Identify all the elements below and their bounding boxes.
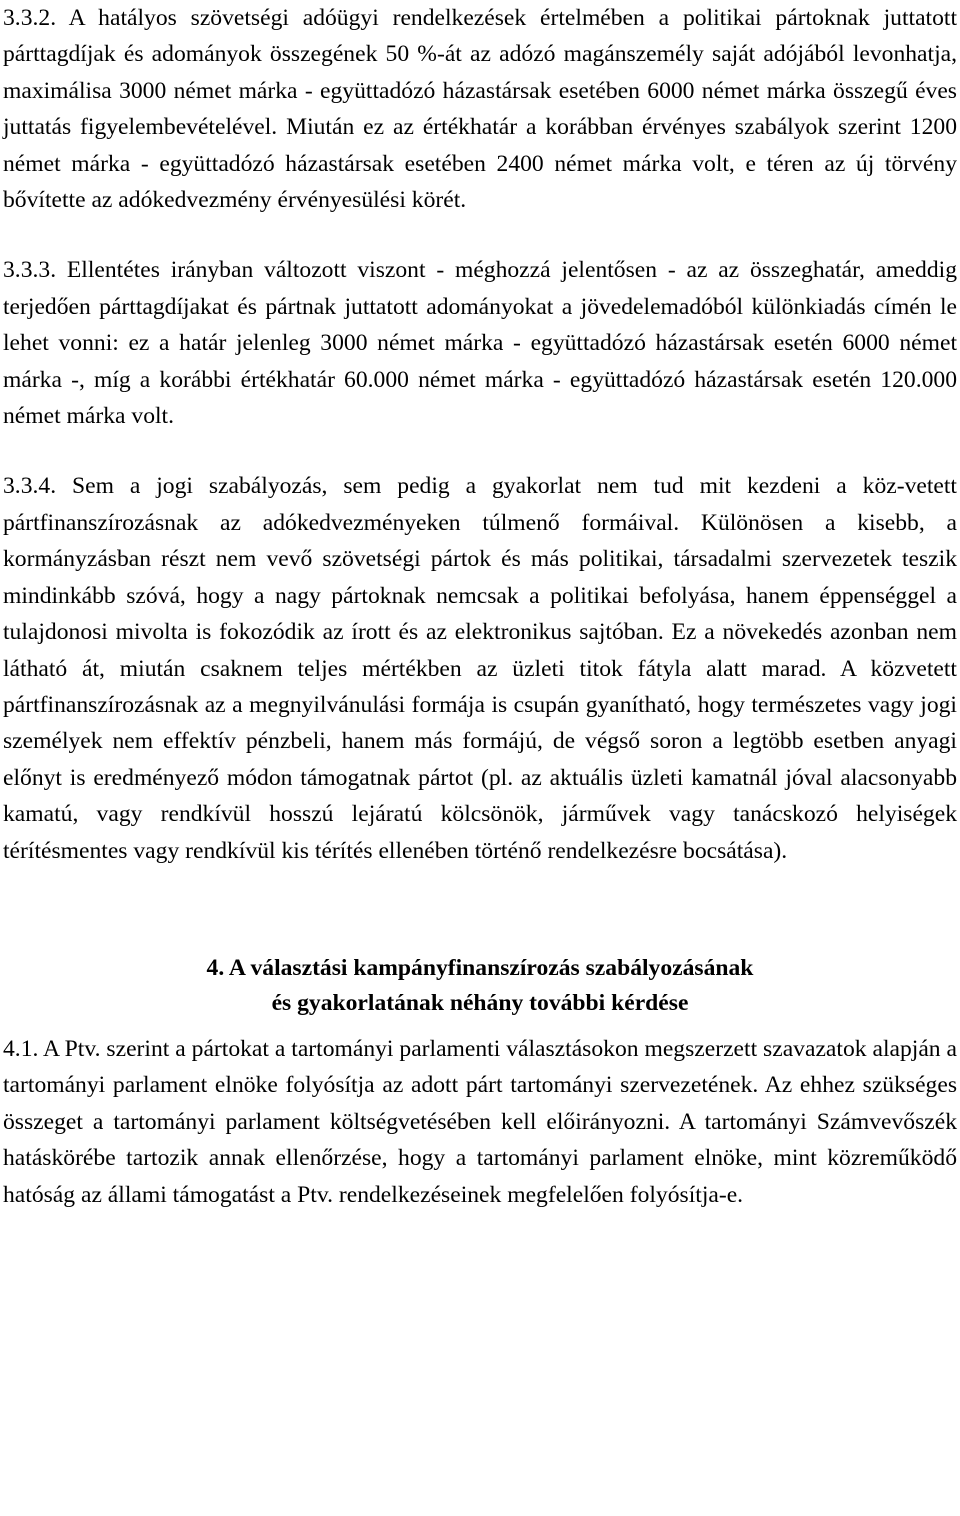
document-page [3, 0, 957, 1213]
spacer [3, 434, 957, 468]
section-heading-line-1: 4. A választási kampányfinanszírozás szabályozásának [206, 954, 754, 981]
spacer [3, 218, 957, 252]
spacer [3, 869, 957, 951]
paragraph-3-3-4: 3.3.4. Sem a jogi szabályozás, sem pedig a gyakorlat nem tud mit kezdeni a köz-vetett pártfinanszírozásnak az adókedvezményeken túlmenő formáival. Különösen a kisebb, a kormányzásban részt nem vevő szövetségi pártok és más politikai, társadalmi szervezetek teszik mindinkább szóvá, hogy a nagy pártoknak nemcsak a politikai befolyása, hanem éppenséggel a tulajdonosi mivolta is fokozódik az írott és az elektronikus sajtóban. Ez a növekedés azonban nem látható át, miután csaknem teljes mértékben az üzleti titok fátyla alatt marad. A közvetett pártfinanszírozásnak az a megnyilvánulási formája is csupán gyanítható, hogy természetes vagy jogi személyek nem effektív pénzbeli, hanem más formájú, de végső soron a legtöbb esetben anyagi előnyt is eredményező módon támogatnak pártot (pl. az aktuális üzleti kamatnál jóval alacsonyabb kamatú, vagy rendkívül hosszú lejáratú kölcsönök, járművek vagy tanácskozó helyiségek térítésmentes vagy rendkívül kis térítés ellenében történő rendelkezésre bocsátása). [3, 473, 957, 864]
section-heading [3, 951, 957, 1021]
paragraph-4-1: 4.1. A Ptv. szerint a pártokat a tartományi parlamenti választásokon megszerzett szavazatok alapján a tartományi parlament elnöke folyósítja az adott párt tartományi szervezetének. Az ehhez szükséges összeget a tartományi parlament költségvetésében kell előirányozni. A tartományi Számvevőszék hatáskörébe tartozik annak ellenőrzése, hogy a tartományi parlament elnöke, mint közreműködő hatóság az állami támogatást a Ptv. rendelkezéseinek megfelelően folyósítja-e. [3, 1035, 957, 1208]
section-heading-line-2: és gyakorlatának néhány további kérdése [271, 989, 689, 1016]
paragraph-3-3-3: 3.3.3. Ellentétes irányban változott viszont - méghozzá jelentősen - az az összeghatár, ameddig terjedően párttagdíjakat és pártnak juttatott adományokat a jövedelemadóból különkiadás címén le lehet vonni: ez a határ jelenleg 3000 német márka - együttadózó házastársak esetén 6000 német márka -, míg a korábbi értékhatár 60.000 német márka - együttadózó házastársak esetén 120.000 német márka volt. [3, 257, 957, 430]
paragraph-3-3-2: 3.3.2. A hatályos szövetségi adóügyi rendelkezések értelmében a politikai pártoknak juttatott párttagdíjak és adományok összegének 50 %-át az adózó magánszemély saját adójából levonhatja, maximálisa 3000 német márka - együttadózó házastársak esetében 6000 német márka összegű éves juttatás figyelembevételével. Miután ez az értékhatár a korábban érvényes szabályok szerint 1200 német márka - együttadózó házastársak esetében 2400 német márka volt, e téren az új törvény bővítette az adókedvezmény érvényesülési körét. [3, 5, 957, 214]
spacer [3, 1021, 957, 1031]
